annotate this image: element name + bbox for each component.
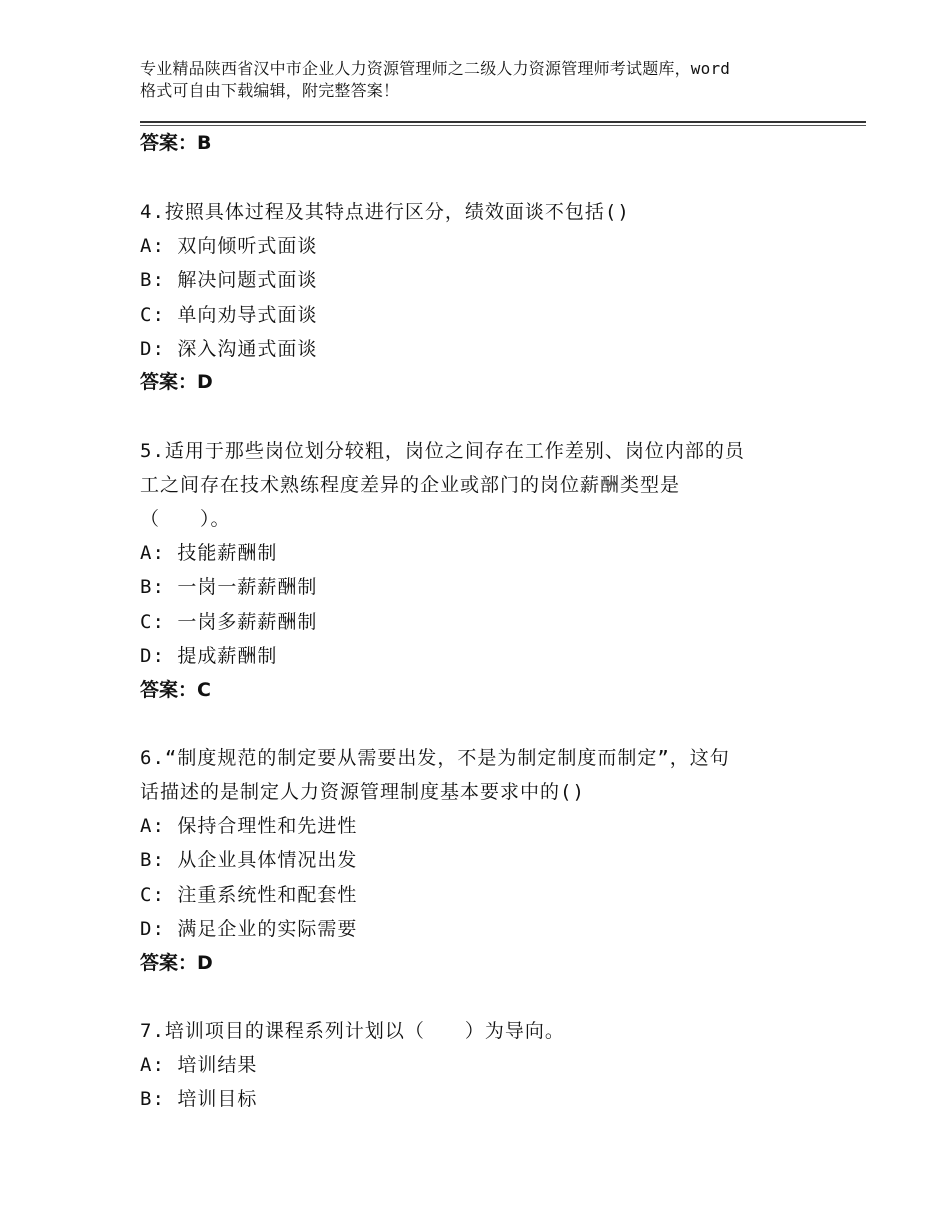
question-4-option-b: B: 解决问题式面谈	[140, 269, 318, 291]
question-6-option-b: B: 从企业具体情况出发	[140, 849, 358, 871]
question-5-stem-line-1: 5.适用于那些岗位划分较粗，岗位之间存在工作差别、岗位内部的员	[140, 440, 745, 462]
answer-q3: 答案：B	[140, 132, 212, 154]
question-4-option-d: D: 深入沟通式面谈	[140, 338, 318, 360]
question-4-option-a: A: 双向倾听式面谈	[140, 235, 318, 257]
question-7-stem: 7.培训项目的课程系列计划以（ ）为导向。	[140, 1020, 565, 1042]
question-5-option-b: B: 一岗一薪薪酬制	[140, 576, 318, 598]
question-5-stem-line-2: 工之间存在技术熟练程度差异的企业或部门的岗位薪酬类型是	[140, 474, 681, 496]
answer-q6: 答案：D	[140, 952, 213, 974]
answer-q4: 答案：D	[140, 371, 213, 393]
document-header	[140, 58, 840, 102]
question-5-option-a: A: 技能薪酬制	[140, 542, 278, 564]
header-rule-thin	[140, 125, 866, 126]
question-4-stem: 4.按照具体过程及其特点进行区分，绩效面谈不包括()	[140, 201, 630, 223]
question-6-option-c: C: 注重系统性和配套性	[140, 884, 358, 906]
question-5-option-d: D: 提成薪酬制	[140, 645, 278, 667]
header-line-2: 格式可自由下载编辑，附完整答案！	[140, 81, 400, 100]
header-line-1: 专业精品陕西省汉中市企业人力资源管理师之二级人力资源管理师考试题库，word	[140, 59, 731, 78]
answer-q5: 答案：C	[140, 679, 211, 701]
question-6-stem-line-1: 6.“制度规范的制定要从需要出发，不是为制定制度而制定”，这句	[140, 747, 730, 769]
question-6-option-d: D: 满足企业的实际需要	[140, 918, 358, 940]
question-7-option-b: B: 培训目标	[140, 1088, 258, 1110]
question-4-option-c: C: 单向劝导式面谈	[140, 304, 318, 326]
question-6-option-a: A: 保持合理性和先进性	[140, 815, 358, 837]
question-5-option-c: C: 一岗多薪薪酬制	[140, 611, 318, 633]
header-rule-thick	[140, 121, 866, 123]
question-7-option-a: A: 培训结果	[140, 1054, 258, 1076]
question-5-stem-line-3: （ ）。	[140, 508, 231, 530]
question-6-stem-line-2: 话描述的是制定人力资源管理制度基本要求中的()	[140, 781, 585, 803]
